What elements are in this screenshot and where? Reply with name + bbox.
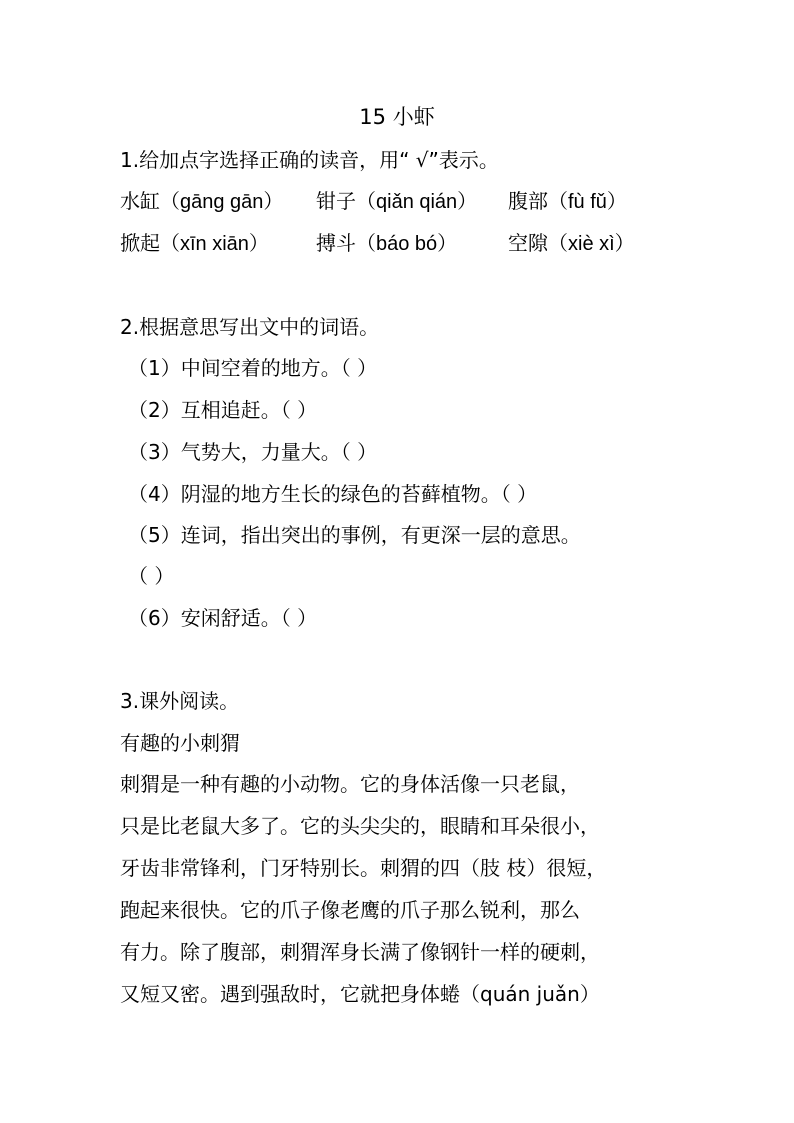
story-line-6: 又短又密。遇到强敌时，它就把身体蜷（quán juǎn） — [120, 982, 600, 1006]
q1-word-4: 掀起（xīn xiān） — [120, 231, 269, 255]
story-line-2: 只是比老鼠大多了。它的头尖尖的，眼睛和耳朵很小， — [120, 814, 600, 838]
q2-item-2: （2）互相追赶。（ ） — [128, 398, 318, 422]
q2-item-1: （1）中间空着的地方。（ ） — [128, 356, 378, 380]
q2-item-6: （6）安闲舒适。（ ） — [128, 606, 318, 630]
q2-item-3: （3）气势大，力量大。（ ） — [128, 440, 378, 464]
story-line-4: 跑起来很快。它的爪子像老鹰的爪子那么锐利，那么 — [120, 898, 580, 922]
q1-word-5: 搏斗（báo bó） — [316, 231, 458, 255]
story-line-3: 牙齿非常锋利，门牙特别长。刺猬的四（肢 枝）很短， — [120, 856, 607, 880]
story-title: 有趣的小刺猬 — [120, 731, 240, 755]
q1-word-2: 钳子（qiǎn qián） — [316, 189, 478, 213]
q2-item-4: （4）阴湿的地方生长的绿色的苔藓植物。（ ） — [128, 482, 538, 506]
q3-prompt: 3.课外阅读。 — [120, 689, 240, 713]
q1-word-1: 水缸（gāng gān） — [120, 189, 284, 213]
story-line-5: 有力。除了腹部，刺猬浑身长满了像钢针一样的硬刺， — [120, 940, 600, 964]
q1-word-6: 空隙（xiè xì） — [508, 231, 635, 255]
q1-prompt: 1.给加点字选择正确的读音，用“ √”表示。 — [120, 148, 499, 172]
page-title: 15 小虾 — [359, 105, 435, 129]
q2-item-5: （5）连词，指出突出的事例，有更深一层的意思。 — [128, 523, 581, 547]
q2-item-5-answer: （ ） — [128, 564, 175, 588]
q2-prompt: 2.根据意思写出文中的词语。 — [120, 315, 380, 339]
story-line-1: 刺猬是一种有趣的小动物。它的身体活像一只老鼠， — [120, 772, 580, 796]
q1-word-3: 腹部（fù fǔ） — [508, 189, 627, 213]
